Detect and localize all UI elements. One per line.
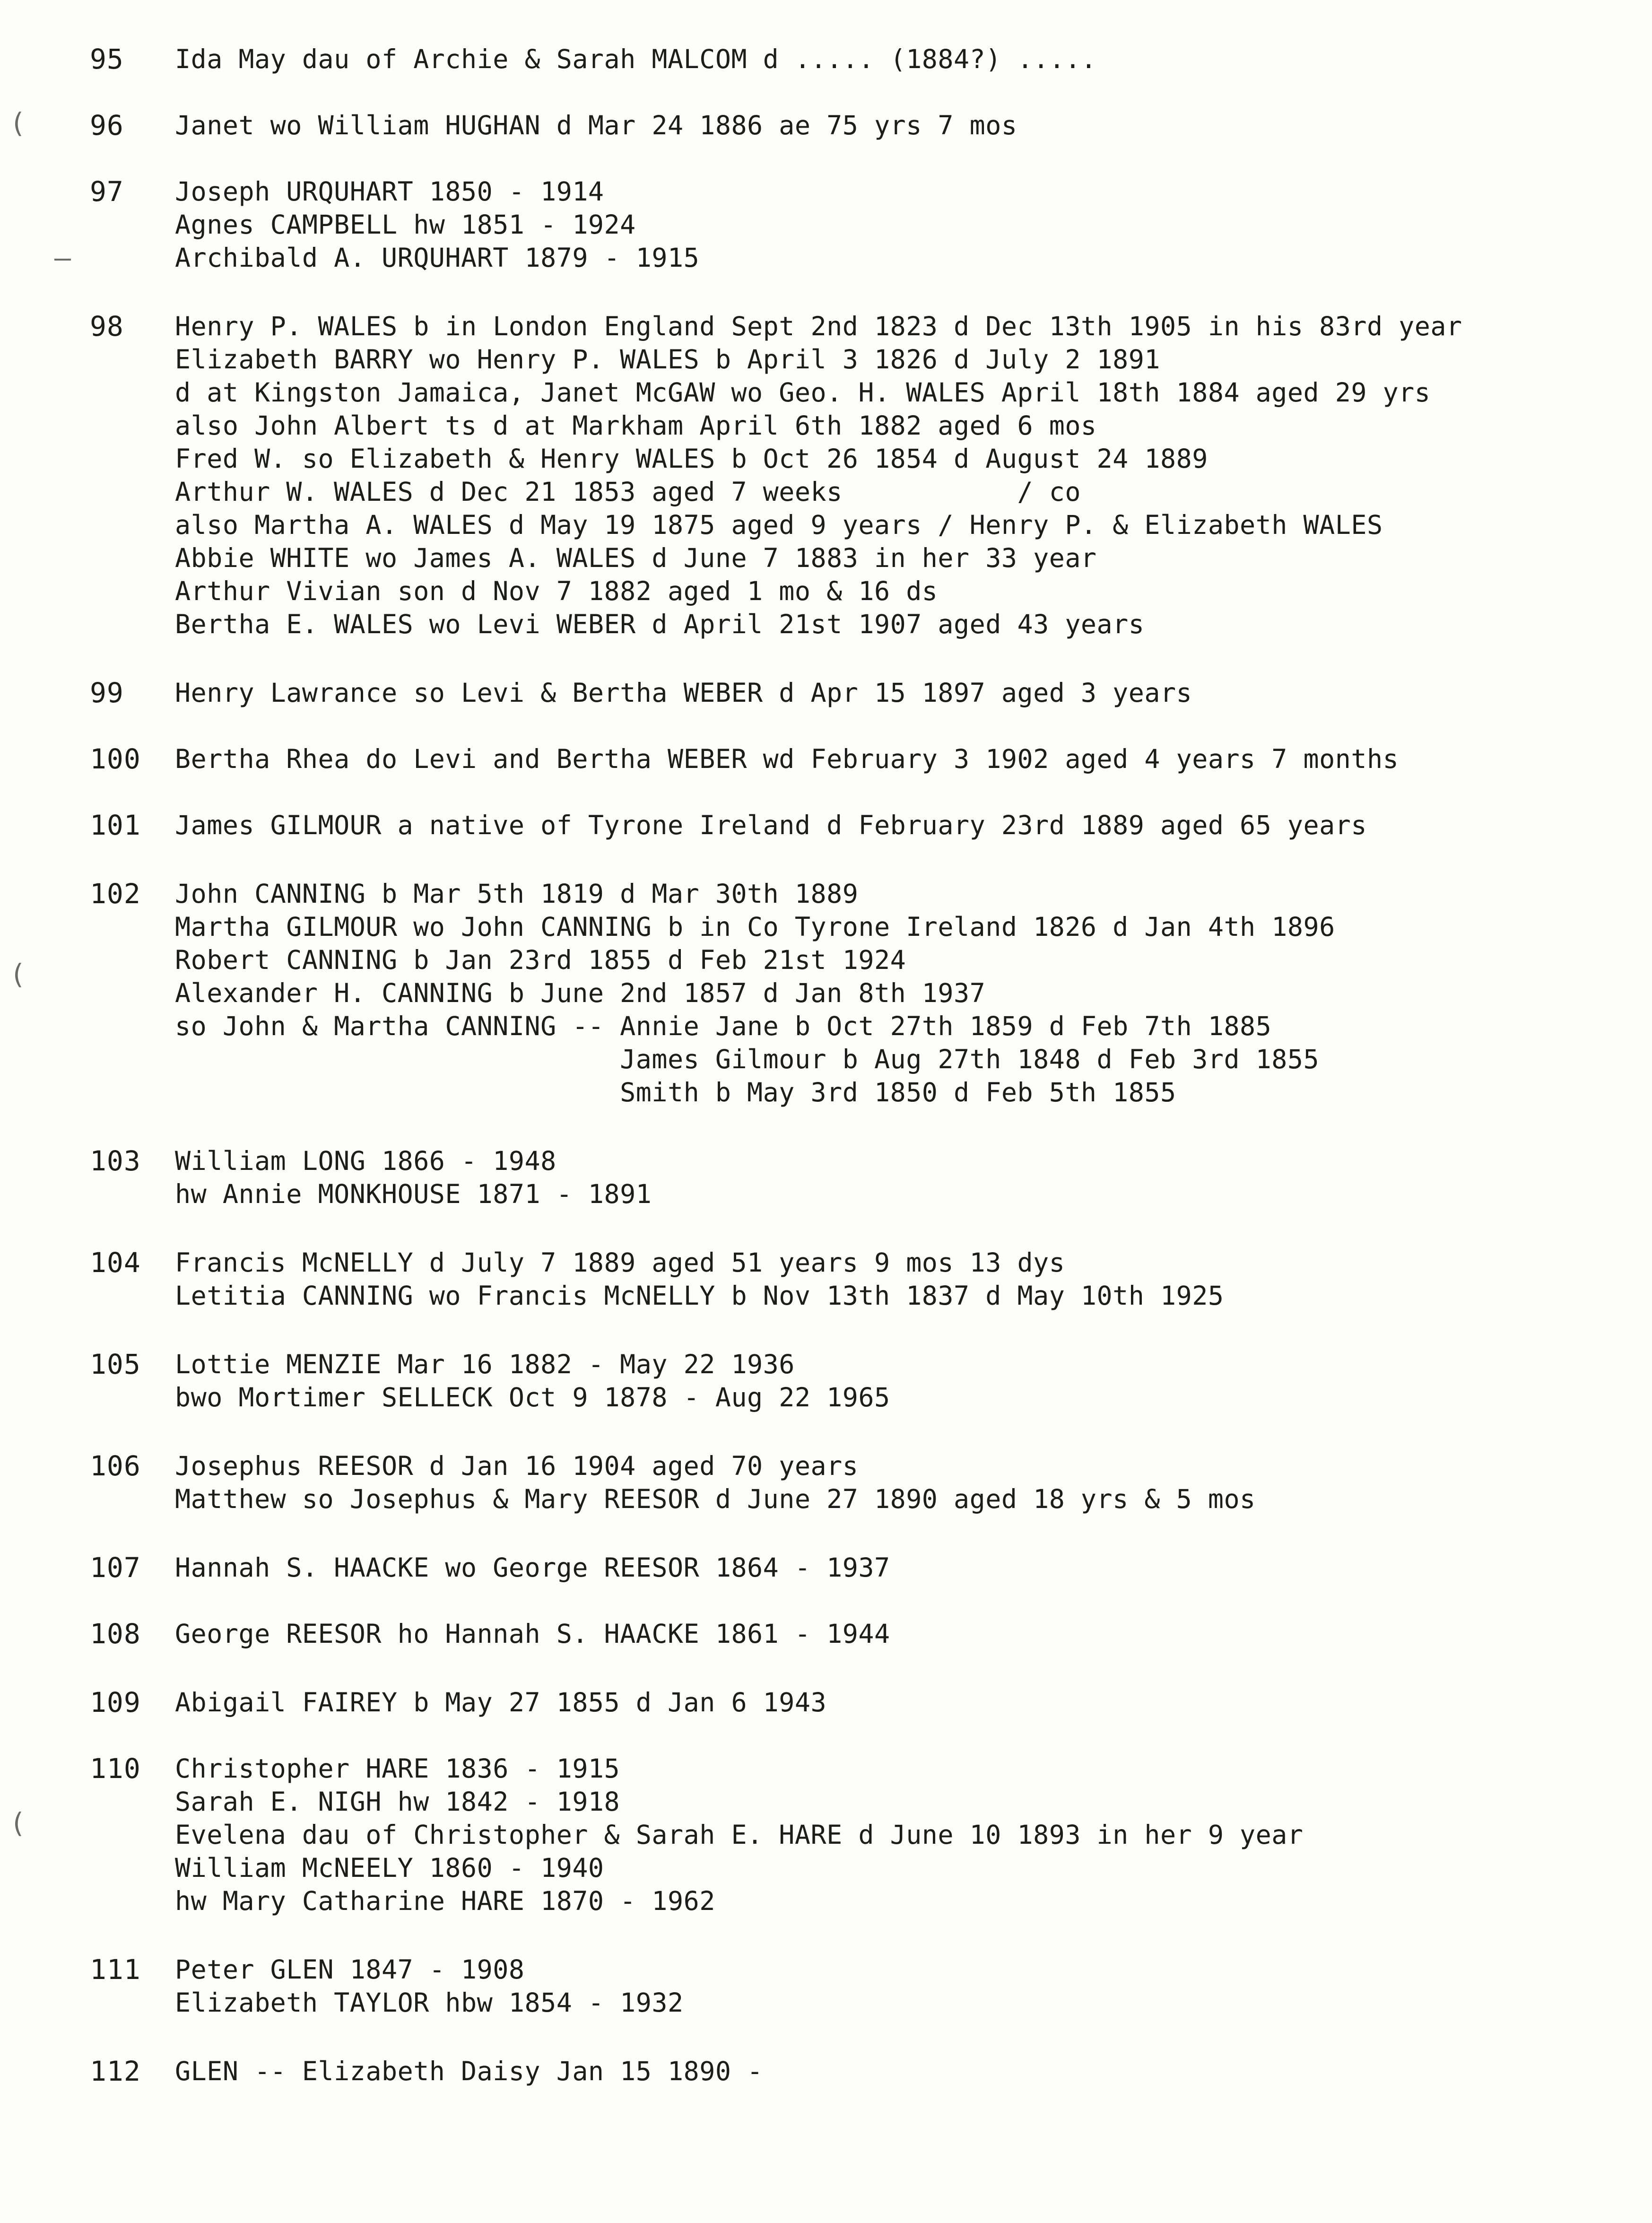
entry-number: 100 bbox=[90, 743, 141, 775]
entry-line: Fred W. so Elizabeth & Henry WALES b Oct 26 1854 d August 24 1889 bbox=[175, 444, 1208, 474]
entry-line: also Martha A. WALES d May 19 1875 aged 9 years / Henry P. & Elizabeth WALES bbox=[175, 510, 1383, 540]
entry-line: Arthur W. WALES d Dec 21 1853 aged 7 weeks / co bbox=[175, 477, 1081, 507]
entry-number: 105 bbox=[90, 1348, 141, 1380]
entry-text bbox=[175, 809, 1367, 842]
entry-text bbox=[175, 2055, 763, 2088]
entry-number: 95 bbox=[90, 43, 124, 75]
entry-line: Lottie MENZIE Mar 16 1882 - May 22 1936 bbox=[175, 1349, 795, 1379]
entry-line: George REESOR ho Hannah S. HAACKE 1861 - 1944 bbox=[175, 1619, 890, 1649]
entry-text bbox=[175, 742, 1399, 776]
entry-line: Smith b May 3rd 1850 d Feb 5th 1855 bbox=[175, 1077, 1176, 1107]
entry-line: Agnes CAMPBELL hw 1851 - 1924 bbox=[175, 209, 636, 240]
entry-line: William McNEELY 1860 - 1940 bbox=[175, 1853, 604, 1883]
entry-number: 109 bbox=[90, 1686, 141, 1718]
entry-text bbox=[175, 676, 1192, 709]
entry-number: 99 bbox=[90, 677, 124, 709]
entry-line: Sarah E. NIGH hw 1842 - 1918 bbox=[175, 1787, 620, 1817]
entry-text bbox=[175, 1246, 1224, 1312]
entry-number: 103 bbox=[90, 1145, 141, 1177]
entry-number: 111 bbox=[90, 1953, 141, 1986]
entry-line: Henry P. WALES b in London England Sept 2nd 1823 d Dec 13th 1905 in his 83rd year bbox=[175, 311, 1462, 341]
entry-line: Bertha Rhea do Levi and Bertha WEBER wd February 3 1902 aged 4 years 7 months bbox=[175, 744, 1399, 774]
entry-text bbox=[175, 175, 699, 274]
entry-line: Evelena dau of Christopher & Sarah E. HARE d June 10 1893 in her 9 year bbox=[175, 1820, 1304, 1850]
margin-mark: ( bbox=[9, 107, 26, 139]
entry-line: Hannah S. HAACKE wo George REESOR 1864 - 1937 bbox=[175, 1552, 890, 1583]
entry-line: John CANNING b Mar 5th 1819 d Mar 30th 1889 bbox=[175, 879, 859, 909]
entry-line: Christopher HARE 1836 - 1915 bbox=[175, 1753, 620, 1784]
entry-number: 97 bbox=[90, 175, 124, 208]
entry-number: 96 bbox=[90, 109, 124, 141]
entry-line: Robert CANNING b Jan 23rd 1855 d Feb 21st 1924 bbox=[175, 945, 906, 975]
entry-text bbox=[175, 1617, 890, 1650]
entry-line: Abigail FAIREY b May 27 1855 d Jan 6 1943 bbox=[175, 1687, 827, 1717]
entry-line: James Gilmour b Aug 27th 1848 d Feb 3rd 1855 bbox=[175, 1044, 1320, 1074]
entry-line: Elizabeth BARRY wo Henry P. WALES b April 3 1826 d July 2 1891 bbox=[175, 344, 1160, 375]
entry-line: Janet wo William HUGHAN d Mar 24 1886 ae 75 yrs 7 mos bbox=[175, 110, 1017, 140]
entry-line: Martha GILMOUR wo John CANNING b in Co Tyrone Ireland 1826 d Jan 4th 1896 bbox=[175, 912, 1335, 942]
entry-line: Joseph URQUHART 1850 - 1914 bbox=[175, 176, 604, 207]
entry-line: Alexander H. CANNING b June 2nd 1857 d Jan 8th 1937 bbox=[175, 978, 986, 1008]
entry-text bbox=[175, 310, 1462, 641]
margin-mark: ( bbox=[9, 958, 26, 990]
entry-line: Ida May dau of Archie & Sarah MALCOM d ..... (1884?) ..... bbox=[175, 44, 1097, 74]
entry-line: d at Kingston Jamaica, Janet McGAW wo Geo. H. WALES April 18th 1884 aged 29 yrs bbox=[175, 377, 1431, 408]
entry-line: Bertha E. WALES wo Levi WEBER d April 21st 1907 aged 43 years bbox=[175, 609, 1145, 639]
entry-line: Letitia CANNING wo Francis McNELLY b Nov 13th 1837 d May 10th 1925 bbox=[175, 1281, 1224, 1311]
entry-text bbox=[175, 1551, 890, 1584]
entry-number: 108 bbox=[90, 1618, 141, 1650]
entry-line: James GILMOUR a native of Tyrone Ireland d February 23rd 1889 aged 65 years bbox=[175, 810, 1367, 840]
entry-line: Abbie WHITE wo James A. WALES d June 7 1883 in her 33 year bbox=[175, 543, 1097, 573]
entry-line: so John & Martha CANNING -- Annie Jane b Oct 27th 1859 d Feb 7th 1885 bbox=[175, 1011, 1272, 1041]
entry-text bbox=[175, 1686, 826, 1719]
entry-line: Francis McNELLY d July 7 1889 aged 51 years 9 mos 13 dys bbox=[175, 1247, 1065, 1278]
entry-text bbox=[175, 877, 1335, 1109]
entry-text bbox=[175, 1752, 1304, 1918]
entry-line: Peter GLEN 1847 - 1908 bbox=[175, 1954, 525, 1985]
entry-line: hw Annie MONKHOUSE 1871 - 1891 bbox=[175, 1179, 652, 1209]
entry-number: 104 bbox=[90, 1247, 141, 1279]
entry-text bbox=[175, 1348, 890, 1414]
margin-mark: ( bbox=[9, 1807, 26, 1839]
entry-line: hw Mary Catharine HARE 1870 - 1962 bbox=[175, 1886, 715, 1916]
entry-number: 102 bbox=[90, 878, 141, 910]
entry-line: GLEN -- Elizabeth Daisy Jan 15 1890 - bbox=[175, 2056, 763, 2086]
entry-text bbox=[175, 1953, 684, 2019]
entry-number: 110 bbox=[90, 1752, 141, 1785]
margin-mark: — bbox=[54, 242, 71, 274]
entry-line: also John Albert ts d at Markham April 6th 1882 aged 6 mos bbox=[175, 410, 1097, 441]
entry-number: 112 bbox=[90, 2055, 141, 2087]
entry-number: 101 bbox=[90, 809, 141, 841]
entry-line: Arthur Vivian son d Nov 7 1882 aged 1 mo & 16 ds bbox=[175, 576, 938, 606]
entry-line: Elizabeth TAYLOR hbw 1854 - 1932 bbox=[175, 1988, 684, 2018]
entry-line: Archibald A. URQUHART 1879 - 1915 bbox=[175, 243, 700, 273]
entry-number: 106 bbox=[90, 1450, 141, 1482]
entry-line: bwo Mortimer SELLECK Oct 9 1878 - Aug 22 1965 bbox=[175, 1382, 890, 1412]
entry-line: Josephus REESOR d Jan 16 1904 aged 70 years bbox=[175, 1451, 859, 1481]
entry-number: 98 bbox=[90, 310, 124, 342]
entry-line: Henry Lawrance so Levi & Bertha WEBER d Apr 15 1897 aged 3 years bbox=[175, 678, 1192, 708]
entry-text bbox=[175, 1449, 1256, 1516]
entry-text bbox=[175, 43, 1097, 76]
entry-text bbox=[175, 109, 1017, 142]
entry-line: Matthew so Josephus & Mary REESOR d June 27 1890 aged 18 yrs & 5 mos bbox=[175, 1484, 1256, 1514]
entry-text bbox=[175, 1144, 652, 1211]
entry-number: 107 bbox=[90, 1552, 141, 1584]
entry-line: William LONG 1866 - 1948 bbox=[175, 1146, 556, 1176]
